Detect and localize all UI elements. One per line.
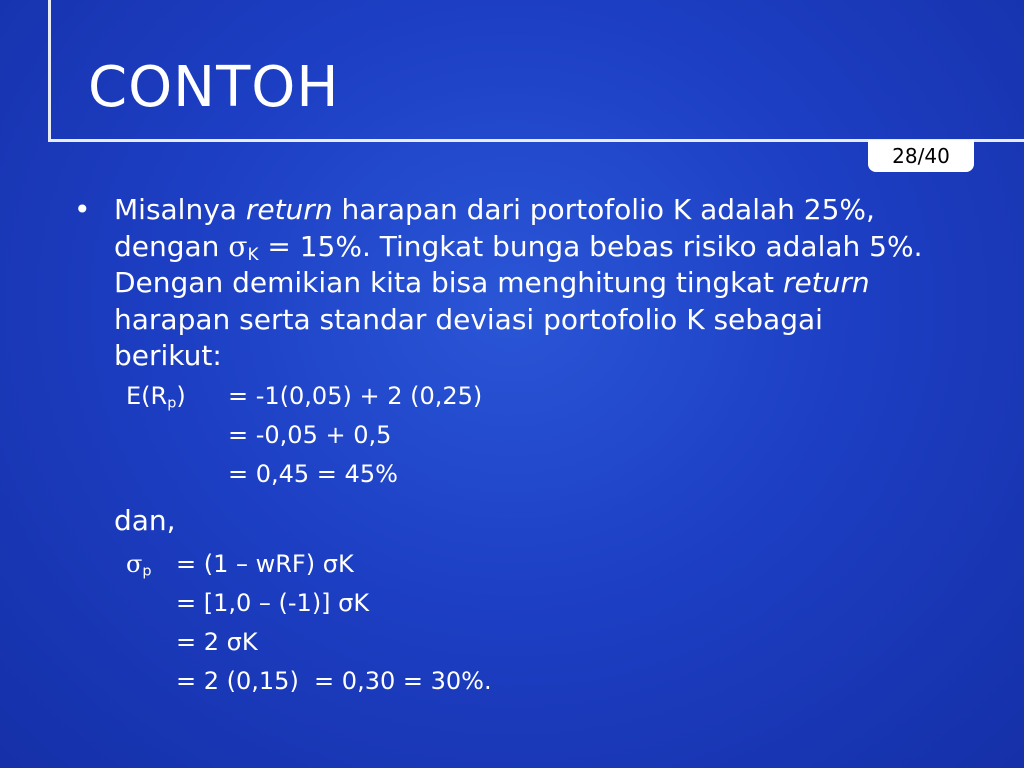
return-equation-line: = -0,05 + 0,5 <box>228 420 392 449</box>
text-return-italic: return <box>245 193 333 226</box>
text-dengan-demikian: Dengan demikian kita bisa menghitung tingkat <box>114 266 783 299</box>
bullet-marker: • <box>74 193 91 226</box>
bullet-line-5: berikut: <box>114 339 222 372</box>
return-equation-label: $E(R_p)$ <box>126 381 186 412</box>
sigma-symbol: σ <box>228 229 248 263</box>
connector-text: dan, <box>114 503 176 537</box>
sigma-equation-block <box>74 545 994 701</box>
bullet-line-1 <box>114 192 994 229</box>
sigma-equation-line: = 2 (0,15) = 0,30 = 30%. <box>176 666 492 695</box>
sigma-equation-line: = [1,0 – (-1)] σK <box>176 588 370 617</box>
text-harapan-portofolio: harapan dari portofolio K adalah 25%, <box>332 193 875 226</box>
text-bunga-bebas-risiko: = 15%. Tingkat bunga bebas risiko adalah 5%. <box>258 229 923 263</box>
text-dengan: dengan <box>114 229 229 263</box>
title-vertical-rule <box>48 0 51 142</box>
return-equation-line: = 0,45 = 45% <box>228 459 398 488</box>
sigma-equation-line: = (1 – wRF) σK <box>176 549 354 578</box>
bullet-line-4: harapan serta standar deviasi portofolio K sebagai <box>114 302 823 336</box>
bullet-paragraph <box>74 192 994 375</box>
slide-title: CONTOH <box>88 55 340 120</box>
sigma-subscript-k: K <box>247 243 259 264</box>
return-equation-block <box>74 377 994 494</box>
sigma-equation-label: $\sigma_p$ <box>126 549 152 580</box>
text-return-italic-2: return <box>782 266 870 299</box>
bullet-line-2 <box>114 229 994 266</box>
page-number-badge: 28/40 <box>868 140 974 172</box>
slide-content <box>74 192 994 701</box>
bullet-line-3 <box>114 265 994 302</box>
text-misalnya: Misalnya <box>114 193 246 226</box>
sigma-equation-line: = 2 σK <box>176 627 258 656</box>
return-equation-line: = -1(0,05) + 2 (0,25) <box>228 381 483 410</box>
